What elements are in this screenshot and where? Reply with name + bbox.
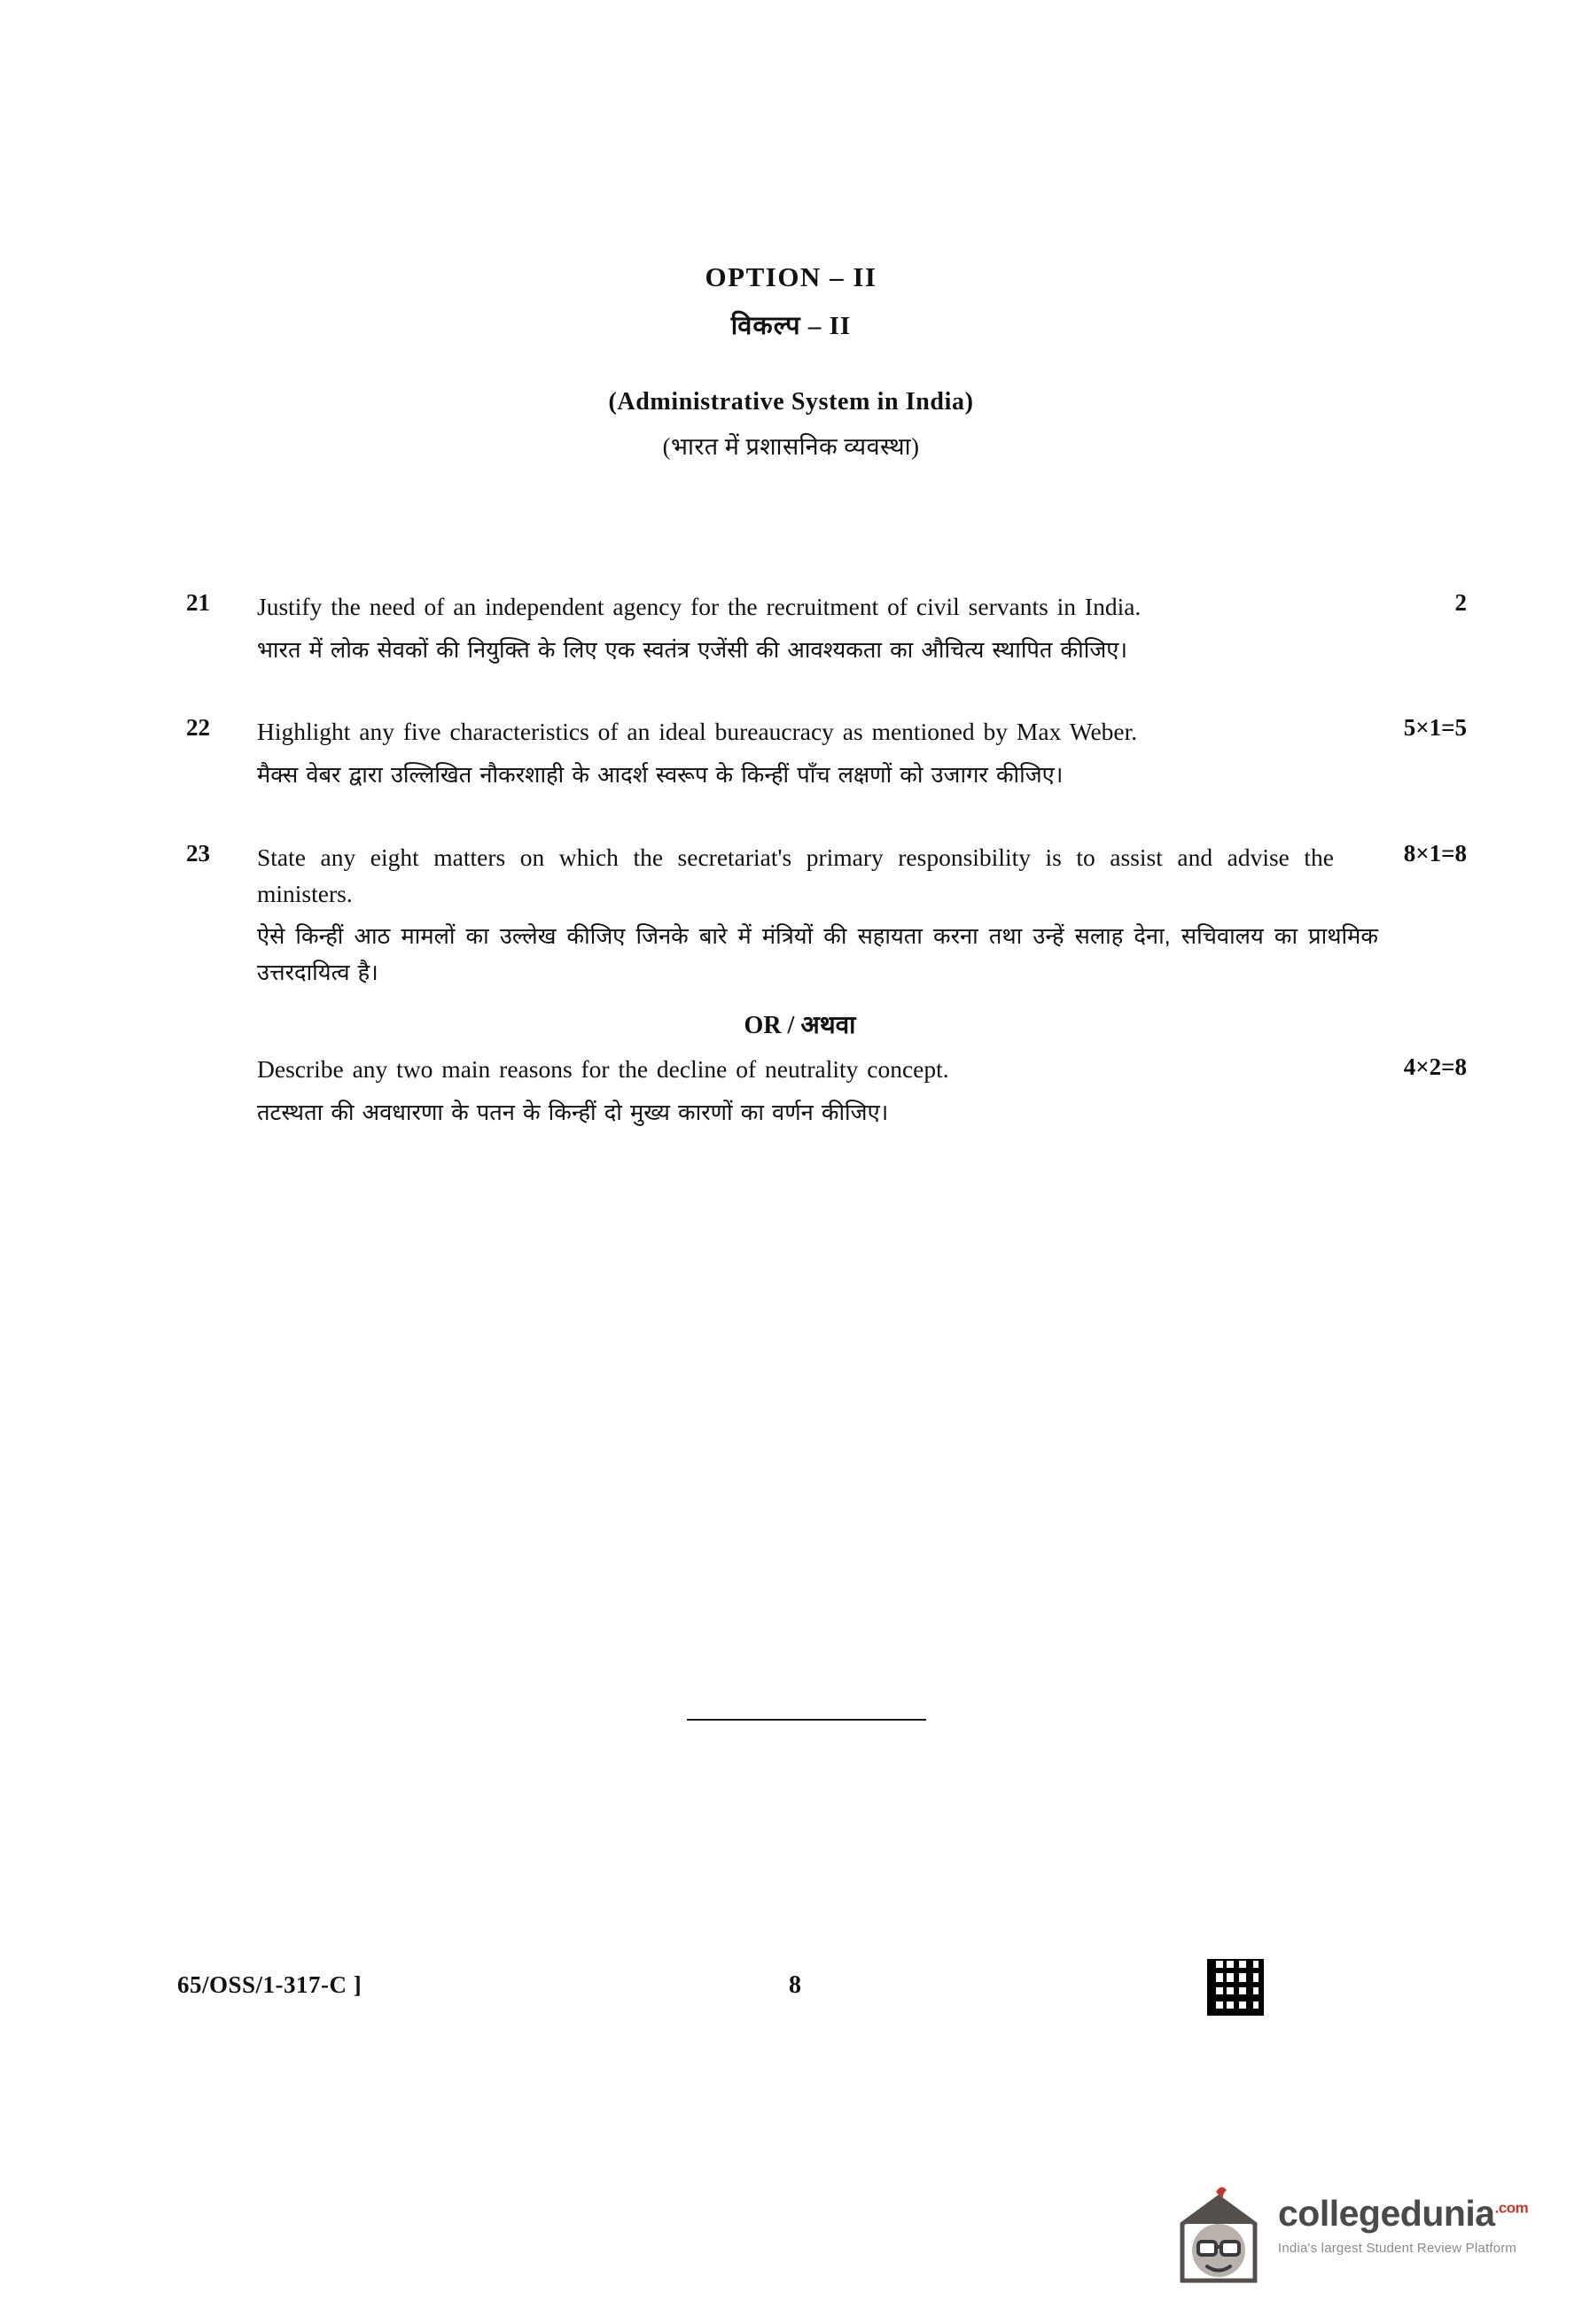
question-marks: 2	[1454, 589, 1467, 616]
collegedunia-wordmark	[1278, 2193, 1529, 2256]
brand-name	[1278, 2193, 1529, 2234]
question-number: 22	[186, 714, 210, 742]
question-text-english: Highlight any five characteristics of an ideal bureaucracy as mentioned by Max Weber.	[257, 718, 1138, 746]
brand-tagline: India's largest Student Review Platform	[1278, 2241, 1517, 2256]
question-text-english: Justify the need of an independent agency for the recruitment of civil servants in India.	[257, 593, 1142, 620]
question-number: 23	[186, 839, 210, 867]
question-body	[257, 714, 1467, 793]
question-marks: 5×1=5	[1403, 714, 1467, 742]
question-body	[257, 589, 1467, 668]
alternative-question	[257, 1052, 1467, 1131]
brand-name-text: collegedunia	[1278, 2193, 1495, 2234]
qr-code-icon	[1207, 1959, 1264, 2016]
page-number: 8	[789, 1971, 801, 1999]
question-number: 21	[186, 589, 210, 616]
question-text-english: State any eight matters on which the secretariat's primary responsibility is to assist and advise the ministers.	[257, 843, 1334, 907]
collegedunia-watermark	[1170, 2180, 1569, 2295]
question-text-hindi: भारत में लोक सेवकों की नियुक्ति के लिए एक स्वतंत्र एजेंसी की आवश्यकता का औचित्य स्थापित कीजिए।	[257, 637, 1128, 663]
subject-title-english: (Administrative System in India)	[608, 388, 974, 416]
alternative-question-marks: 4×2=8	[1403, 1053, 1467, 1080]
page-footer	[0, 1971, 1582, 2025]
alternative-question-english: Describe any two main reasons for the decline of neutrality concept.	[257, 1054, 949, 1083]
question-text-hindi: मैक्स वेबर द्वारा उल्लिखित नौकरशाही के आदर्श स्वरूप के किन्हीं पाँच लक्षणों को उजागर कीजिए।	[257, 763, 1064, 789]
question-item	[186, 840, 1467, 1131]
subject-title-hindi: (भारत में प्रशासनिक व्यवस्था)	[662, 433, 920, 460]
alternative-question-hindi: तटस्थता की अवधारणा के पतन के किन्हीं दो मुख्य कारणों का वर्णन कीजिए।	[257, 1100, 889, 1125]
question-body	[257, 840, 1467, 1131]
brand-suffix: .com	[1494, 2199, 1529, 2217]
question-marks: 8×1=8	[1403, 839, 1467, 867]
question-text-hindi: ऐसे किन्हीं आठ मामलों का उल्लेख कीजिए जिनके बारे में मंत्रियों की सहायता करना तथा उन्हें सलाह देना, सचिवालय का प्राथमिक उत्तरदायित्व है।	[257, 924, 1378, 986]
paper-code: 65/OSS/1-317-C ]	[177, 1971, 362, 1998]
or-separator: OR / अथवा	[744, 1011, 856, 1039]
question-item	[186, 714, 1467, 793]
option-title-hindi: विकल्प – II	[730, 312, 852, 340]
page-header	[0, 261, 1582, 462]
collegedunia-mascot-icon	[1170, 2185, 1267, 2284]
section-divider	[687, 1719, 926, 1721]
question-item	[186, 589, 1467, 668]
question-list	[186, 589, 1467, 1177]
option-title-english: OPTION – II	[705, 261, 877, 292]
